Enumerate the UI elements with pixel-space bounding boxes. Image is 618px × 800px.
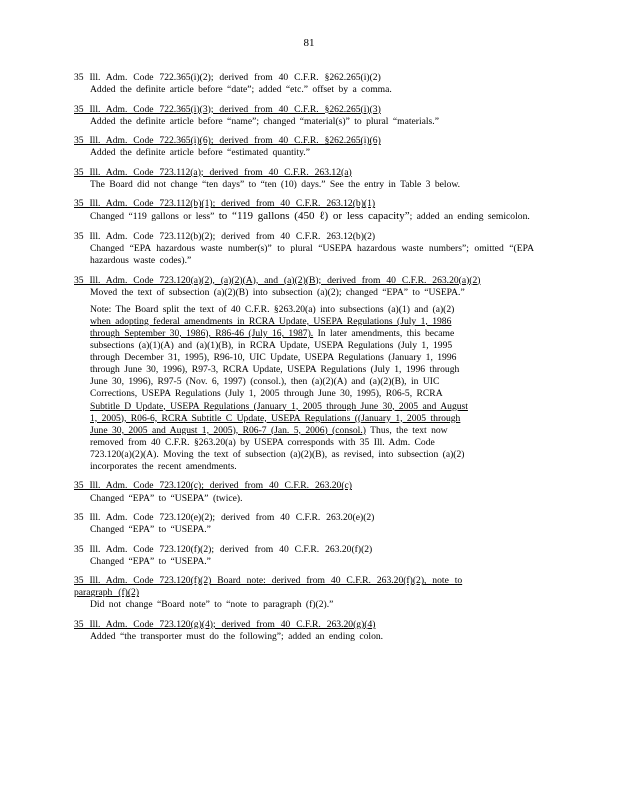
note-line: through December 31, 1995), R96-10, UIC Update, USEPA Regulations (January 1, 1996 bbox=[90, 352, 457, 364]
entry-heading: 35 Ill. Adm. Code 723.112(b)(2); derived from 40 C.F.R. 263.12(b)(2) bbox=[74, 230, 376, 242]
entry-body-pre: Changed “119 gallons or less” bbox=[90, 211, 219, 223]
note-line: June 30, 1996), R97-5 (Nov. 6, 1997) (consol.), then (a)(2)(A) and (a)(2)(B), in UIC bbox=[90, 376, 440, 388]
note-line: Subtitle D Update, USEPA Regulations (January 1, 2005 through June 30, 2005 and August bbox=[90, 400, 468, 412]
note-line-underlined: through September 30, 1986), R86-46 (July 16, 1987). bbox=[90, 327, 314, 339]
entry-heading: 35 Ill. Adm. Code 722.365(i)(3); derived from 40 C.F.R. §262.265(i)(3) bbox=[74, 103, 381, 115]
note-line: 723.120(a)(2)(A). Moving the text of subsection (a)(2)(B), as revised, into subsection (a)(2) bbox=[90, 448, 465, 460]
entry-722-365-i-3 bbox=[74, 104, 534, 128]
entry-722-365-i-6 bbox=[74, 135, 534, 159]
note-line bbox=[90, 425, 534, 437]
entry-heading-line1: 35 Ill. Adm. Code 723.120(f)(2) Board note: derived from 40 C.F.R. 263.20(f)(2), note to bbox=[74, 575, 463, 587]
entry-body bbox=[90, 210, 534, 223]
entry-heading: 35 Ill. Adm. Code 723.120(e)(2); derived from 40 C.F.R. 263.20(e)(2) bbox=[74, 512, 375, 524]
entry-body-post: ; added an ending semicolon. bbox=[409, 211, 530, 223]
note-line: incorporates the recent amendments. bbox=[90, 460, 237, 472]
note-line: removed from 40 C.F.R. §263.20(a) by USEPA corresponds with 35 Ill. Adm. Code bbox=[90, 436, 435, 448]
entry-723-112-b-1 bbox=[74, 198, 534, 223]
entry-723-112-b-2 bbox=[74, 231, 534, 267]
entry-body: Added “the transporter must do the following”; added an ending colon. bbox=[90, 630, 384, 642]
note-line: when adopting federal amendments in RCRA Update, USEPA Regulations (July 1, 1986 bbox=[90, 315, 452, 327]
note-line: through June 30, 1996), R97-3, RCRA Update, USEPA Regulations (July 1, 1996 through bbox=[90, 364, 460, 376]
entry-heading: 35 Ill. Adm. Code 722.365(i)(6); derived from 40 C.F.R. §262.265(i)(6) bbox=[74, 135, 381, 147]
entry-body: Changed “EPA” to “USEPA” (twice). bbox=[90, 492, 243, 504]
entry-body: Did not change “Board note” to “note to paragraph (f)(2).” bbox=[90, 599, 334, 611]
entry-723-120-c bbox=[74, 480, 534, 504]
entry-723-120-g-4 bbox=[74, 619, 534, 643]
note-line-plain: Thus, the text now bbox=[365, 424, 448, 436]
note-line-underlined: June 30, 2005 and August 1, 2005), R06-7 (Jan. 5, 2006) (consol.) bbox=[90, 424, 366, 436]
entry-heading: 35 Ill. Adm. Code 723.112(a); derived from 40 C.F.R. 263.12(a) bbox=[74, 166, 352, 178]
note-line: 1, 2005), R06-6, RCRA Subtitle C Update, USEPA Regulations ((January 1, 2005 through bbox=[90, 412, 461, 424]
board-note bbox=[90, 304, 534, 473]
entry-723-120-f-2 bbox=[74, 544, 534, 568]
entry-heading-line2: paragraph (f)(2) bbox=[74, 587, 140, 599]
note-line bbox=[90, 328, 534, 340]
entry-723-120-e-2 bbox=[74, 512, 534, 536]
note-line-plain: In later amendments, this became bbox=[313, 327, 455, 339]
entries-list bbox=[74, 72, 534, 650]
entry-body: Changed “EPA” to “USEPA.” bbox=[90, 524, 211, 536]
entry-heading: 35 Ill. Adm. Code 723.120(g)(4); derived from 40 C.F.R. 263.20(g)(4) bbox=[74, 618, 376, 630]
entry-body: Changed “EPA hazardous waste number(s)” to plural “USEPA hazardous waste numbers”; omitted “(EPA hazardous waste codes).” bbox=[90, 242, 534, 267]
entry-heading: 35 Ill. Adm. Code 723.120(a)(2), (a)(2)(A), and (a)(2)(B); derived from 40 C.F.R. 263.20(a)(2) bbox=[74, 274, 481, 286]
entry-723-120-a-2 bbox=[74, 275, 534, 474]
entry-723-112-a bbox=[74, 167, 534, 191]
note-line: subsections (a)(1)(A) and (a)(1)(B), in RCRA Update, USEPA Regulations (July 1, 1995 bbox=[90, 340, 453, 352]
page-number: 81 bbox=[303, 37, 315, 49]
entry-heading: 35 Ill. Adm. Code 723.120(f)(2); derived from 40 C.F.R. 263.20(f)(2) bbox=[74, 543, 373, 555]
entry-heading: 35 Ill. Adm. Code 723.120(c); derived from 40 C.F.R. 263.20(c) bbox=[74, 480, 353, 492]
entry-heading: 35 Ill. Adm. Code 723.112(b)(1); derived from 40 C.F.R. 263.12(b)(1) bbox=[74, 198, 376, 210]
entry-body: Added the definite article before “estimated quantity.” bbox=[90, 147, 310, 159]
entry-body: Changed “EPA” to “USEPA.” bbox=[90, 555, 211, 567]
note-line: Corrections, USEPA Regulations (July 1, 2005 through June 30, 1995), R06-5, RCRA bbox=[90, 388, 443, 400]
note-line: Note: The Board split the text of 40 C.F.R. §263.20(a) into subsections (a)(1) and (a)(2) bbox=[90, 303, 455, 315]
entry-body: Added the definite article before “name”; changed “material(s)” to plural “materials.” bbox=[90, 115, 439, 127]
entry-heading: 35 Ill. Adm. Code 722.365(i)(2); derived from 40 C.F.R. §262.265(i)(2) bbox=[74, 72, 381, 83]
entry-body-emphasis: to “119 gallons (450 ℓ) or less capacity” bbox=[218, 210, 410, 223]
entry-body: Added the definite article before “date”; added “etc.” offset by a comma. bbox=[90, 84, 392, 96]
entry-722-365-i-2 bbox=[74, 72, 534, 96]
entry-body: Moved the text of subsection (a)(2)(B) into subsection (a)(2); changed “EPA” to “USEPA.” bbox=[90, 286, 465, 298]
entry-body: The Board did not change “ten days” to “ten (10) days.” See the entry in Table 3 below. bbox=[90, 178, 461, 190]
entry-723-120-f-2-board-note bbox=[74, 575, 534, 611]
